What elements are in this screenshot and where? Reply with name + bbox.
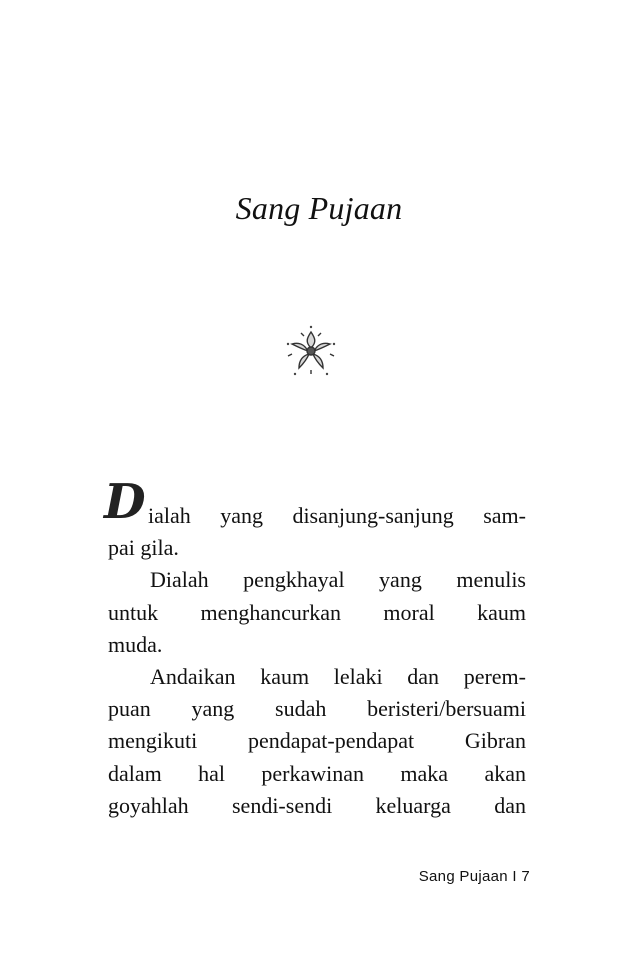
text-line: goyahlah sendi-sendi keluarga dan [108, 792, 526, 818]
text-line: Andaikan kaum lelaki dan perem- [150, 663, 526, 689]
flower-ornament-icon [282, 322, 340, 380]
text-line: muda. [108, 631, 163, 657]
text-line: dalam hal perkawinan maka akan [108, 760, 526, 786]
body-text [104, 474, 526, 822]
page-title: Sang Pujaan [235, 190, 403, 226]
first-line [104, 474, 526, 532]
page-footer: Sang Pujaan I 7 [418, 868, 530, 885]
text-line: pai gila. [108, 535, 179, 561]
text-line: Dialah pengkhayal yang menulis [150, 567, 526, 593]
text-line: mengikuti pendapat-pendapat Gibran [108, 728, 526, 754]
drop-cap: D [104, 474, 144, 530]
text-line: puan yang sudah beristeri/bersuami [108, 696, 526, 722]
text-line: untuk menghancurkan moral kaum [108, 599, 526, 625]
text-line: ialah yang disanjung-sanjung sam- [148, 503, 526, 528]
